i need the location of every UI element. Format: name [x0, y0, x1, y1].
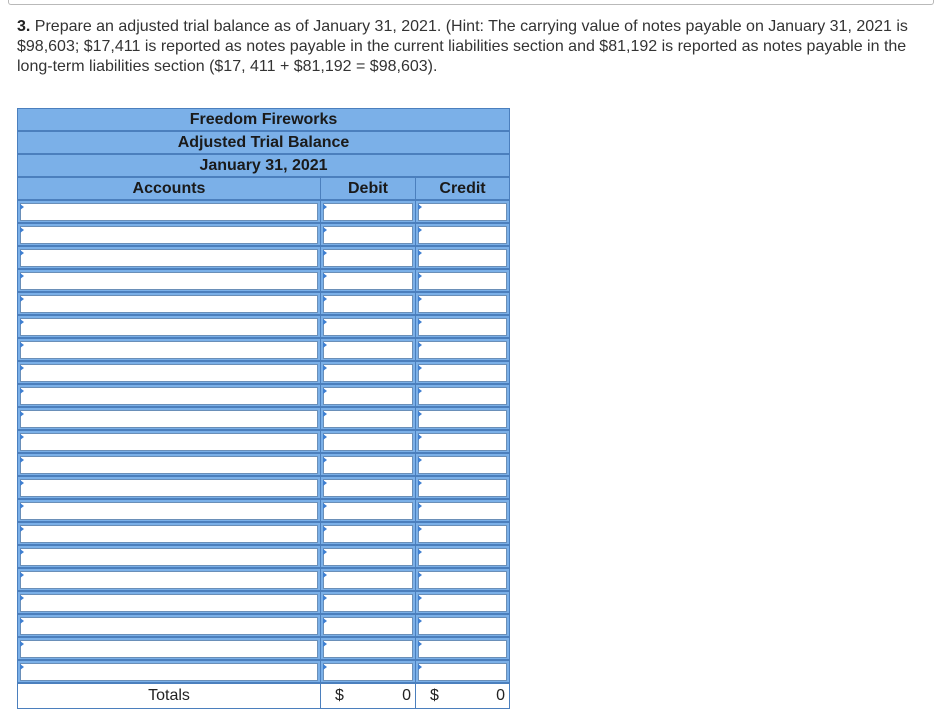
debit-input[interactable]: [323, 341, 413, 359]
debit-input[interactable]: [323, 410, 413, 428]
account-input[interactable]: [20, 663, 318, 681]
debit-cell: [321, 453, 416, 476]
credit-cell: [416, 246, 510, 269]
account-cell: [18, 315, 321, 338]
table-row: [18, 545, 510, 568]
account-cell: [18, 292, 321, 315]
credit-cell: [416, 476, 510, 499]
credit-cell: [416, 660, 510, 683]
credit-cell: [416, 292, 510, 315]
debit-input[interactable]: [323, 502, 413, 520]
debit-input[interactable]: [323, 318, 413, 336]
debit-input[interactable]: [323, 571, 413, 589]
statement-title: Adjusted Trial Balance: [18, 131, 510, 154]
debit-input[interactable]: [323, 364, 413, 382]
debit-cell: [321, 200, 416, 223]
account-input[interactable]: [20, 341, 318, 359]
credit-cell: [416, 637, 510, 660]
account-cell: [18, 568, 321, 591]
account-cell: [18, 430, 321, 453]
debit-input[interactable]: [323, 456, 413, 474]
debit-cell: [321, 430, 416, 453]
debit-cell: [321, 637, 416, 660]
credit-input[interactable]: [418, 594, 507, 612]
account-input[interactable]: [20, 525, 318, 543]
table-row: [18, 660, 510, 683]
debit-cell: [321, 361, 416, 384]
credit-total-cell: [416, 683, 510, 709]
account-cell: [18, 545, 321, 568]
account-input[interactable]: [20, 318, 318, 336]
totals-label: Totals: [18, 683, 321, 709]
debit-cell: [321, 407, 416, 430]
table-row: [18, 361, 510, 384]
company-name: Freedom Fireworks: [18, 109, 510, 132]
credit-cell: [416, 407, 510, 430]
account-cell: [18, 522, 321, 545]
table-row: [18, 568, 510, 591]
table-row: [18, 384, 510, 407]
question-body: Prepare an adjusted trial balance as of January 31, 2021. (Hint: The carrying value of notes payable on January 31, 2021 is $98,603; $17,411 is reported as notes payable in the current liabilities section and $81,192 is reported as notes payable in the long-term liabilities section ($17, 411 + $81,192 = $98,603).: [17, 18, 908, 75]
debit-cell: [321, 315, 416, 338]
top-divider: [8, 0, 934, 5]
table-row: [18, 430, 510, 453]
account-cell: [18, 637, 321, 660]
account-cell: [18, 499, 321, 522]
debit-cell: [321, 384, 416, 407]
credit-input[interactable]: [418, 571, 507, 589]
debit-cell: [321, 269, 416, 292]
account-input[interactable]: [20, 364, 318, 382]
credit-input[interactable]: [418, 433, 507, 451]
debit-input[interactable]: [323, 525, 413, 543]
credit-input[interactable]: [418, 479, 507, 497]
credit-input[interactable]: [418, 525, 507, 543]
accounts-column-header: Accounts: [18, 177, 321, 200]
credit-cell: [416, 338, 510, 361]
account-cell: [18, 246, 321, 269]
credit-cell: [416, 499, 510, 522]
table-row: [18, 499, 510, 522]
account-input[interactable]: [20, 433, 318, 451]
account-cell: [18, 269, 321, 292]
table-row: [18, 522, 510, 545]
credit-cell: [416, 223, 510, 246]
account-cell: [18, 407, 321, 430]
debit-cell: [321, 522, 416, 545]
account-cell: [18, 614, 321, 637]
debit-input[interactable]: [323, 249, 413, 267]
debit-total-value: 0: [402, 687, 411, 704]
credit-input[interactable]: [418, 410, 507, 428]
table-row: [18, 476, 510, 499]
credit-cell: [416, 453, 510, 476]
credit-input[interactable]: [418, 387, 507, 405]
credit-cell: [416, 545, 510, 568]
debit-input[interactable]: [323, 640, 413, 658]
table-row: [18, 315, 510, 338]
debit-cell: [321, 476, 416, 499]
account-input[interactable]: [20, 410, 318, 428]
debit-input[interactable]: [323, 387, 413, 405]
debit-cell: [321, 568, 416, 591]
credit-cell: [416, 591, 510, 614]
credit-cell: [416, 522, 510, 545]
debit-input[interactable]: [323, 272, 413, 290]
account-input[interactable]: [20, 387, 318, 405]
table-row: [18, 453, 510, 476]
table-row: [18, 223, 510, 246]
account-cell: [18, 453, 321, 476]
account-cell: [18, 338, 321, 361]
account-input[interactable]: [20, 295, 318, 313]
debit-cell: [321, 499, 416, 522]
credit-input[interactable]: [418, 456, 507, 474]
account-input[interactable]: [20, 502, 318, 520]
credit-input[interactable]: [418, 502, 507, 520]
question-text: [17, 17, 932, 77]
credit-cell: [416, 361, 510, 384]
credit-cell: [416, 568, 510, 591]
account-input[interactable]: [20, 456, 318, 474]
credit-input[interactable]: [418, 249, 507, 267]
credit-input[interactable]: [418, 548, 507, 566]
account-cell: [18, 591, 321, 614]
credit-input[interactable]: [418, 617, 507, 635]
credit-cell: [416, 384, 510, 407]
trial-balance-table: [17, 108, 510, 709]
account-cell: [18, 384, 321, 407]
question-number: 3.: [17, 18, 31, 35]
credit-cell: [416, 200, 510, 223]
credit-input[interactable]: [418, 663, 507, 681]
credit-input[interactable]: [418, 640, 507, 658]
debit-cell: [321, 246, 416, 269]
credit-total-value: 0: [496, 687, 506, 704]
debit-column-header: Debit: [321, 177, 416, 200]
account-cell: [18, 361, 321, 384]
account-cell: [18, 223, 321, 246]
statement-date: January 31, 2021: [18, 154, 510, 177]
debit-cell: [321, 660, 416, 683]
totals-row: [18, 683, 510, 709]
credit-input[interactable]: [418, 226, 507, 244]
credit-cell: [416, 315, 510, 338]
table-row: [18, 637, 510, 660]
credit-input[interactable]: [418, 341, 507, 359]
debit-total-cell: [321, 683, 416, 709]
debit-cell: [321, 545, 416, 568]
account-input[interactable]: [20, 640, 318, 658]
debit-cell: [321, 591, 416, 614]
credit-total-currency: $: [430, 687, 439, 704]
credit-cell: [416, 269, 510, 292]
table-row: [18, 338, 510, 361]
debit-input[interactable]: [323, 617, 413, 635]
account-input[interactable]: [20, 548, 318, 566]
account-input[interactable]: [20, 571, 318, 589]
debit-input[interactable]: [323, 295, 413, 313]
credit-input[interactable]: [418, 203, 507, 221]
credit-cell: [416, 430, 510, 453]
credit-input[interactable]: [418, 272, 507, 290]
credit-cell: [416, 614, 510, 637]
credit-input[interactable]: [418, 318, 507, 336]
account-cell: [18, 660, 321, 683]
table-row: [18, 591, 510, 614]
debit-input[interactable]: [323, 594, 413, 612]
table-row: [18, 269, 510, 292]
debit-input[interactable]: [323, 479, 413, 497]
debit-input[interactable]: [323, 226, 413, 244]
debit-cell: [321, 292, 416, 315]
debit-input[interactable]: [323, 203, 413, 221]
table-row: [18, 292, 510, 315]
debit-input[interactable]: [323, 663, 413, 681]
credit-input[interactable]: [418, 295, 507, 313]
debit-cell: [321, 614, 416, 637]
account-input[interactable]: [20, 249, 318, 267]
account-input[interactable]: [20, 479, 318, 497]
debit-cell: [321, 223, 416, 246]
account-cell: [18, 476, 321, 499]
debit-total-currency: $: [335, 687, 344, 704]
table-row: [18, 200, 510, 223]
table-row: [18, 246, 510, 269]
account-input[interactable]: [20, 226, 318, 244]
debit-input[interactable]: [323, 548, 413, 566]
account-cell: [18, 200, 321, 223]
account-input[interactable]: [20, 272, 318, 290]
account-input[interactable]: [20, 203, 318, 221]
account-input[interactable]: [20, 594, 318, 612]
table-row: [18, 614, 510, 637]
account-input[interactable]: [20, 617, 318, 635]
credit-input[interactable]: [418, 364, 507, 382]
credit-column-header: Credit: [416, 177, 510, 200]
debit-cell: [321, 338, 416, 361]
table-row: [18, 407, 510, 430]
debit-input[interactable]: [323, 433, 413, 451]
